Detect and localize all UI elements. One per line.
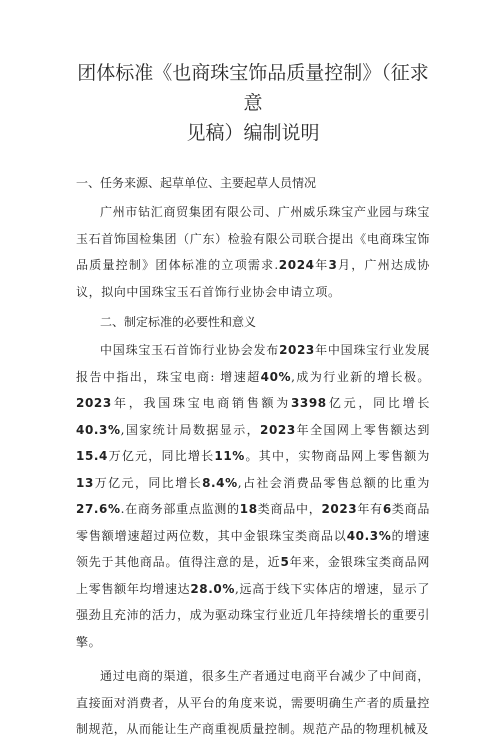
title-line-2: 见稿）编制说明 bbox=[186, 122, 320, 144]
section-2-heading: 二、制定标准的必要性和意义 bbox=[100, 315, 257, 329]
document-title bbox=[76, 58, 430, 148]
title-line-1: 团体标准《也商珠宝饰品质量控制》（征求意 bbox=[77, 62, 429, 114]
section-1-heading: 一、任务来源、起草单位、主要起草人员情况 bbox=[76, 176, 317, 190]
section-1-paragraph: 广州市钻汇商贸集团有限公司、广州威乐珠宝产业园与珠宝玉石首饰国检集团（广东）检验有限公司联合提出《电商珠宝饰品质量控制》团体标准的立项需求.2024年3月，广州达成协议，拟向中国珠宝玉石首饰行业协会申请立项。 bbox=[76, 205, 430, 299]
section-2-paragraph-1: 中国珠宝玉石首饰行业协会发布2023年中国珠宝行业发展报告中指出，珠宝电商: 增速超40%,成为行业新的增长极。2023年，我国珠宝电商销售额为3398亿元，同比增长40.3%,国家统计局数据显示，2023年全国网上零售额达到15.4万亿元，同比增长11%。其中，实物商品网上零售额为13万亿元，同比增长8.4%,占社会消费品零售总额的比重为27.6%.在商务部重点监测的18类商品中，2023年有6类商品零售额增速超过两位数，其中金银珠宝类商品以40.3%的增速领先于其他商品。值得注意的是，近5年来，金银珠宝类商品网上零售额年均增速达28.0%,远高于线下实体店的增速，显示了强劲且充沛的活力，成为驱动珠宝行业近几年持续增长的重要引擎。 bbox=[76, 343, 431, 649]
section-2-paragraph-2: 通过电商的渠道，很多生产者通过电商平台减少了中间商，直接面对消费者，从平台的角度来说，需要明确生产者的质量控制规范，从而能让生产商重视质量控制。规范产品的物理机械及 bbox=[76, 669, 430, 736]
